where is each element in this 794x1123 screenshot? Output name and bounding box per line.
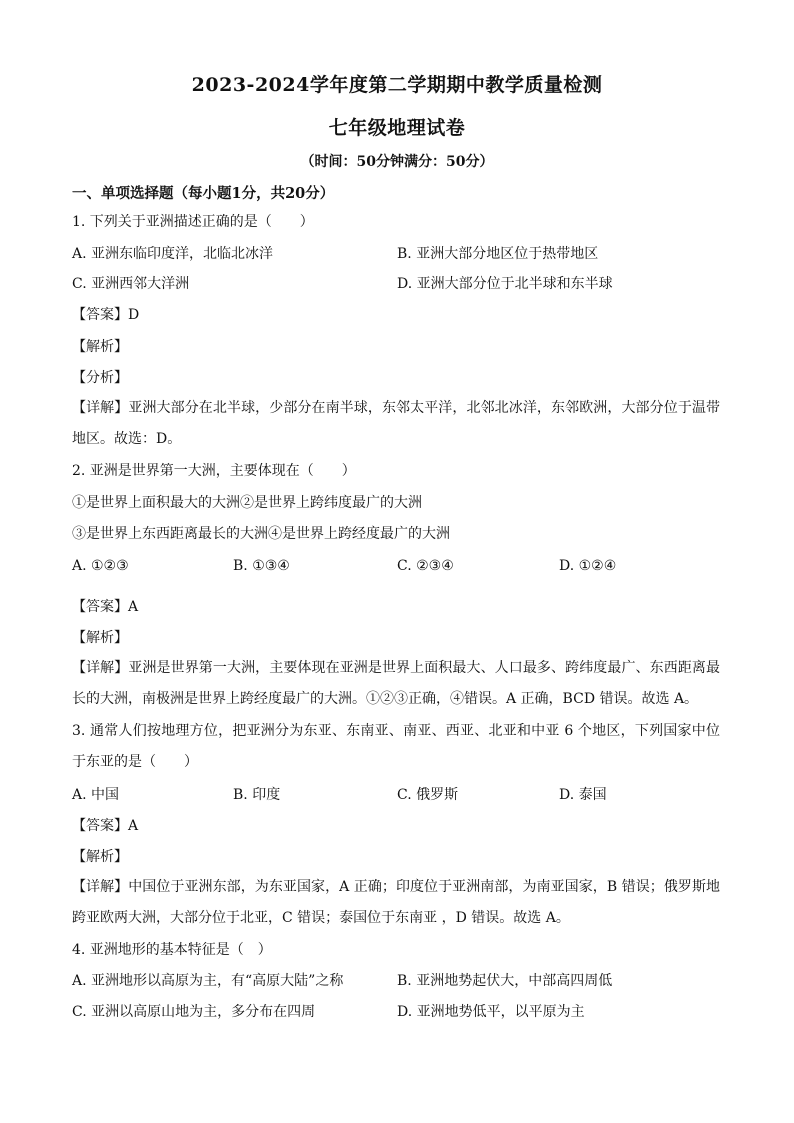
question-4-option-b: B. 亚洲地势起伏大，中部高四周低: [397, 973, 613, 989]
question-1-detail: 【详解】亚洲大部分在北半球，少部分在南半球，东邻太平洋，北邻北冰洋，东邻欧洲，大部分位于温带地区。故选：D。: [72, 400, 720, 447]
question-2-detail: 【详解】亚洲是世界第一大洲，主要体现在亚洲是世界上面积最大、人口最多、跨纬度最广、东西距离最长的大洲，南极洲是世界上跨经度最广的大洲。①②③正确，④错误。A 正确，BCD 错误。故选 A。: [72, 660, 720, 707]
question-3-option-c: C. 俄罗斯: [397, 787, 459, 803]
question-2-option-d: D. ①②④: [559, 558, 617, 574]
question-3-answer: 【答案】A: [72, 818, 139, 834]
question-4-option-a: A. 亚洲地形以高原为主，有“高原大陆”之称: [72, 973, 344, 989]
question-1-option-b: B. 亚洲大部分地区位于热带地区: [397, 246, 599, 262]
question-1-answer: 【答案】D: [72, 307, 140, 323]
section-title: 一、单项选择题（每小题1分，共20分）: [72, 185, 335, 202]
question-3-option-d: D. 泰国: [559, 787, 607, 803]
page-title: 2023-2024学年度第二学期期中教学质量检测: [191, 74, 603, 96]
question-2-option-c: C. ②③④: [397, 558, 454, 574]
exam-time-note: （时间：50分钟满分：50分）: [300, 154, 494, 170]
question-2-items-line-1: ①是世界上面积最大的大洲②是世界上跨纬度最广的大洲: [72, 495, 422, 511]
question-2-answer: 【答案】A: [72, 599, 139, 615]
question-2-stem: 2. 亚洲是世界第一大洲，主要体现在（ ）: [72, 463, 356, 479]
question-4-stem: 4. 亚洲地形的基本特征是（ ）: [72, 942, 272, 958]
question-1-analysis-label: 【解析】: [72, 339, 128, 355]
question-1-option-d: D. 亚洲大部分位于北半球和东半球: [397, 276, 613, 292]
question-2-option-a: A. ①②③: [72, 558, 129, 574]
question-3-option-b: B. 印度: [233, 787, 281, 803]
question-1-stem: 1. 下列关于亚洲描述正确的是（ ）: [72, 214, 314, 230]
question-3-detail: 【详解】中国位于亚洲东部，为东亚国家，A 正确；印度位于亚洲南部，为南亚国家，B 错误；俄罗斯地跨亚欧两大洲，大部分位于北亚，C 错误；泰国位于东南亚 ，D 错误。故选 A。: [72, 879, 720, 926]
question-2-items-line-2: ③是世界上东西距离最长的大洲④是世界上跨经度最广的大洲: [72, 526, 450, 542]
question-4-option-c: C. 亚洲以高原山地为主，多分布在四周: [72, 1004, 316, 1020]
question-3-analysis-label: 【解析】: [72, 849, 128, 865]
question-1-fenxi-label: 【分析】: [72, 370, 128, 386]
question-2-analysis-label: 【解析】: [72, 630, 128, 646]
question-1-option-c: C. 亚洲西邻大洋洲: [72, 276, 190, 292]
question-2-option-b: B. ①③④: [233, 558, 290, 574]
question-3-stem: 3. 通常人们按地理方位，把亚洲分为东亚、东南亚、南亚、西亚、北亚和中亚 6 个地区，下列国家中位于东亚的是（ ）: [72, 723, 720, 770]
question-1-option-a: A. 亚洲东临印度洋，北临北冰洋: [72, 246, 274, 262]
question-4-option-d: D. 亚洲地势低平，以平原为主: [397, 1004, 585, 1020]
page-subtitle: 七年级地理试卷: [328, 117, 466, 139]
question-3-option-a: A. 中国: [72, 787, 120, 803]
